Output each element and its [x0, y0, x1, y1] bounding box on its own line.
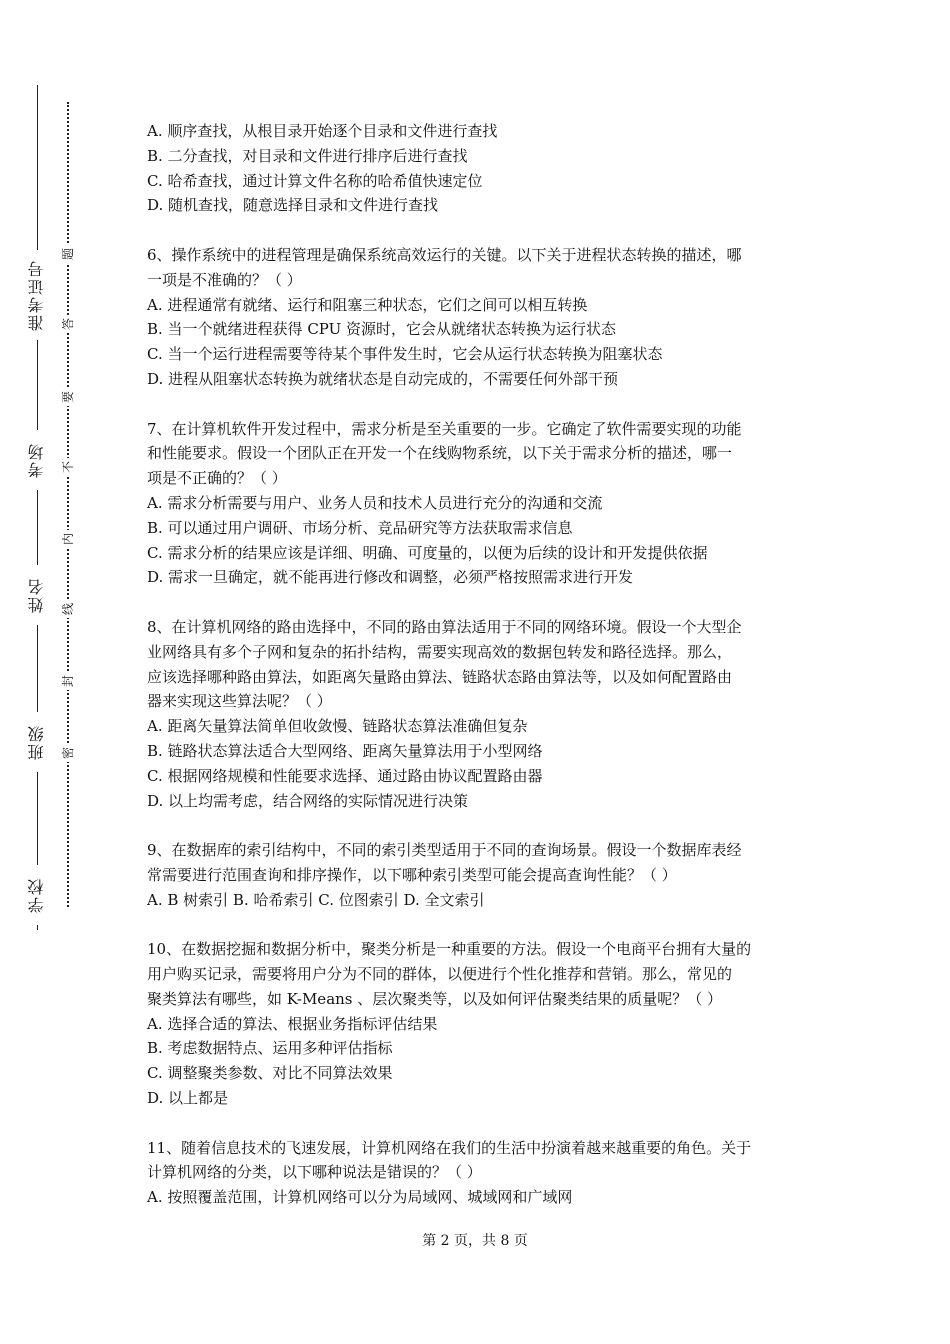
option-c: C. 调整聚类参数、对比不同算法效果: [147, 1064, 393, 1083]
question-stem: [147, 1136, 815, 1186]
option-d: D. 以上均需考虑，结合网络的实际情况进行决策: [147, 791, 469, 810]
option-a: A. 需求分析需要与用户、业务人员和技术人员进行充分的沟通和交流: [147, 493, 603, 512]
options-inline: A. B 树索引 B. 哈希索引 C. 位图索引 D. 全文索引: [147, 890, 485, 909]
stem-line: 计算机网络的分类，以下哪种说法是错误的？（ ）: [147, 1163, 482, 1182]
stem-line: 和性能要求。假设一个团队正在开发一个在线购物系统，以下关于需求分析的描述，哪一: [147, 444, 733, 463]
option-c: C. 需求分析的结果应该是详细、明确、可度量的，以便为后续的设计和开发提供依据: [147, 543, 708, 562]
option-a: A. 距离矢量算法简单但收敛慢、链路状态算法准确但复杂: [147, 717, 528, 736]
seal-char: 不: [59, 458, 77, 476]
seal-char: 答: [59, 315, 77, 333]
stem-line: 项是不正确的？（ ）: [147, 469, 287, 488]
stem-line: 常需要进行范围查询和排序操作，以下哪种索引类型可能会提高查询性能？（ ）: [147, 865, 677, 884]
option-a: A. 按照覆盖范围，计算机网络可以分为局域网、城域网和广域网: [147, 1188, 573, 1207]
exam-id-label: 准考证号: [22, 250, 52, 340]
question-stem: [147, 937, 815, 1011]
school-label: 学校: [22, 865, 52, 925]
option-b: B. 二分查找，对目录和文件进行排序后进行查找: [147, 146, 468, 165]
exam-room-label: 考场: [22, 430, 52, 490]
stem-line: 10、在数据挖掘和数据分析中，聚类分析是一种重要的方法。假设一个电商平台拥有大量的: [147, 940, 752, 959]
stem-line: 器来实现这些算法呢？（ ）: [147, 692, 332, 711]
option-b: B. 可以通过用户调研、市场分析、竞品研究等方法获取需求信息: [147, 518, 573, 537]
option-c: C. 根据网络规模和性能要求选择、通过路由协议配置路由器: [147, 766, 543, 785]
question-10: [147, 937, 815, 1111]
seal-char: 题: [59, 245, 77, 263]
seal-dotted-line: [67, 102, 69, 907]
stem-line: 业网络具有多个子网和复杂的拓扑结构，需要实现高效的数据包转发和路径选择。那么，: [147, 642, 733, 661]
option-a: A. 选择合适的算法、根据业务指标评估结果: [147, 1014, 438, 1033]
question-9: [147, 838, 815, 912]
stem-line: 用户购买记录，需要将用户分为不同的群体，以便进行个性化推荐和营销。那么，常见的: [147, 965, 733, 984]
name-label: 姓名: [22, 565, 52, 625]
option-a: A. 进程通常有就绪、运行和阻塞三种状态，它们之间可以相互转换: [147, 295, 588, 314]
seal-char: 封: [59, 672, 77, 690]
stem-line: 应该选择哪种路由算法，如距离矢量路由算法、链路状态路由算法等，以及如何配置路由: [147, 667, 733, 686]
question-stem: [147, 243, 815, 293]
stem-line: 7、在计算机软件开发过程中，需求分析是至关重要的一步。它确定了软件需要实现的功能: [147, 419, 742, 438]
seal-char: 内: [59, 530, 77, 548]
option-b: B. 链路状态算法适合大型网络、距离矢量算法用于小型网络: [147, 741, 543, 760]
question-5-continued: [147, 119, 815, 218]
question-8: [147, 615, 815, 813]
question-stem: [147, 615, 815, 714]
option-d: D. 以上都是: [147, 1089, 229, 1108]
stem-line: 9、在数据库的索引结构中，不同的索引类型适用于不同的查询场景。假设一个数据库表经: [147, 841, 742, 860]
question-stem: [147, 838, 815, 888]
seal-char: 密: [59, 744, 77, 762]
page-number: 第 2 页，共 8 页: [422, 1233, 528, 1249]
question-stem: [147, 417, 815, 491]
question-6: [147, 243, 815, 392]
option-c: C. 哈希查找，通过计算文件名称的哈希值快速定位: [147, 171, 483, 190]
option-a: A. 顺序查找，从根目录开始逐个目录和文件进行查找: [147, 122, 498, 140]
option-b: B. 当一个就绪进程获得 CPU 资源时，它会从就绪状态转换为运行状态: [147, 320, 617, 339]
stem-line: 6、操作系统中的进程管理是确保系统高效运行的关键。以下关于进程状态转换的描述，哪: [147, 245, 742, 264]
option-d: D. 随机查找，随意选择目录和文件进行查找: [147, 196, 439, 215]
seal-char: 要: [59, 388, 77, 406]
question-7: [147, 417, 815, 591]
option-c: C. 当一个运行进程需要等待某个事件发生时，它会从运行状态转换为阻塞状态: [147, 345, 663, 364]
binding-margin: [0, 0, 110, 1344]
question-list: [147, 119, 815, 1235]
question-11: [147, 1136, 815, 1210]
binding-solid-line: [37, 85, 38, 930]
class-label: 班级: [22, 712, 52, 772]
option-b: B. 考虑数据特点、运用多种评估指标: [147, 1039, 393, 1058]
stem-line: 11、随着信息技术的飞速发展，计算机网络在我们的生活中扮演着越来越重要的角色。关于: [147, 1138, 752, 1157]
stem-line: 一项是不准确的？（ ）: [147, 270, 302, 289]
option-d: D. 需求一旦确定，就不能再进行修改和调整，必须严格按照需求进行开发: [147, 568, 634, 587]
stem-line: 8、在计算机网络的路由选择中，不同的路由算法适用于不同的网络环境。假设一个大型企: [147, 617, 742, 636]
seal-char: 线: [59, 600, 77, 618]
option-d: D. 进程从阻塞状态转换为就绪状态是自动完成的，不需要任何外部干预: [147, 369, 619, 388]
stem-line: 聚类算法有哪些，如 K-Means 、层次聚类等，以及如何评估聚类结果的质量呢？（ ）: [147, 989, 723, 1008]
